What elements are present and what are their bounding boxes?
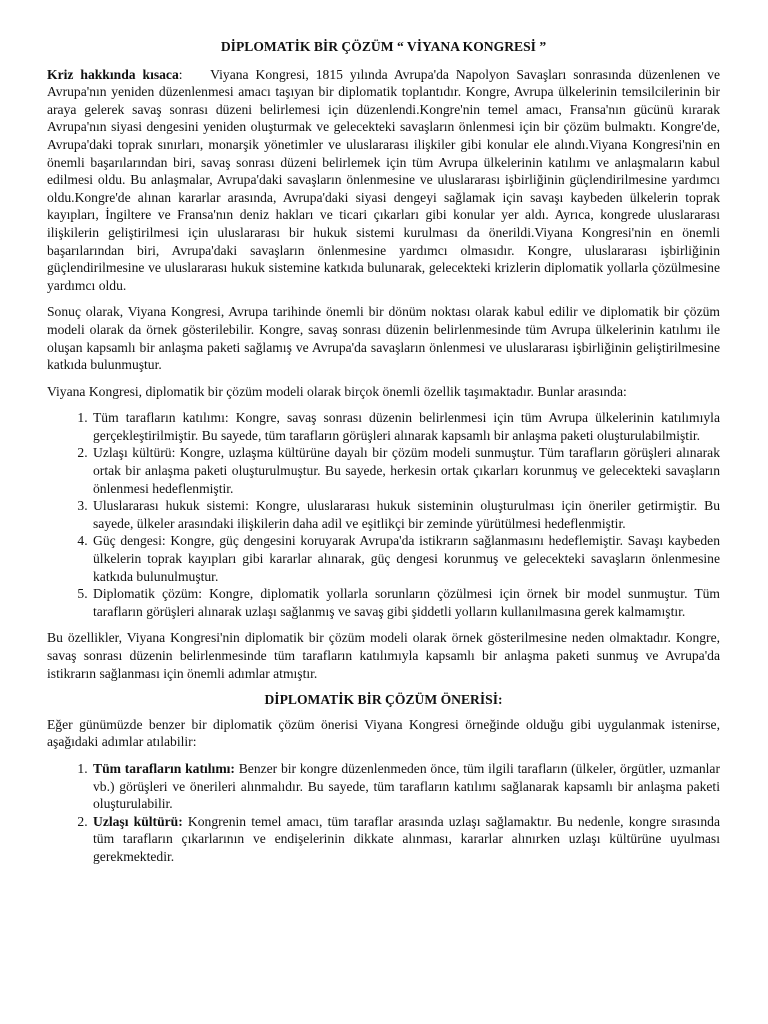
- proposal-step-lead: Tüm tarafların katılımı:: [93, 760, 235, 776]
- proposal-heading-suffix: :: [497, 692, 503, 708]
- intro-text: Viyana Kongresi, 1815 yılında Avrupa'da Napolyon Savaşları sonrasında düzenlenen ve Avrupa'nın yeniden düzenlenmesi amacı taşıyan bir diplomatik toplantıdır. Kongre, Avrupa ülkelerinin temsilcilerinin bir araya gelerek savaş sonrası düzeni belirlemesi için düzenlendi.Kongre'nin temel amacı, Fransa'nın gücünü kırarak Avrupa'nın siyasi dengesini yeniden oluşturmak ve gelecekteki savaşların önlenmesi için bir çözüm bulmaktı. Kongre'de, Avrupa'daki toprak sınırları, monarşik yönetimler ve uluslararası ilişkiler gibi konular ele alındı.Viyana Kongresi'nin en önemli başarılarından biri, savaş sonrası düzeni belirlemek için tüm Avrupa ülkelerinin katılımı ve anlaşmaların kabul edilmesi oldu. Bu anlaşmalar, Avrupa'daki savaşların önlenmesine ve uluslararası işbirliğinin güçlendirilmesine yardımcı oldu.Kongre'de alınan kararlar arasında, Avrupa'daki siyasi dengeyi sağlamak için savaşı kaybeden ülkelerin toprak kayıpları, İngiltere ve Fransa'nın deniz hakları ve ticari çıkarları gibi konular yer aldı. Ayrıca, kongrede uluslararası ilişkilerin geliştirilmesi için uluslararası bir hukuk sistemi kurulması da önerildi.Viyana Kongresi'nin en önemli başarılarından biri, Avrupa'daki savaşların önlenmesine yardımcı olmasıdır. Kongre, uluslararası işbirliğinin güçlendirilmesine ve uluslararası hukuk sistemine katkıda bulunarak, gelecekteki krizlerin diplomatik yollarla çözülmesine yardımcı oldu.: [47, 66, 721, 293]
- proposal-heading-text: DİPLOMATİK BİR ÇÖZÜM ÖNERİSİ: [264, 692, 498, 708]
- proposal-step-text: Kongrenin temel amacı, tüm taraflar arasında uzlaşı sağlamaktır. Bu nedenle, kongre sırasında tüm tarafların çıkarlarının ve endişelerinin dikkate alınması, kararlar alınırken uzlaşı kültürüne uyulması gerekmektedir.: [93, 813, 720, 864]
- intro-colon: :: [178, 66, 183, 82]
- list-item: 4. Güç dengesi: Kongre, güç dengesini koruyarak Avrupa'da istikrarın sağlanmasını hedeflemiştir. Savaşı kaybeden ülkelerin toprak kayıpları gibi kararlar alınarak, güç dengesi korunmuş ve gelecekteki savaşların önlenmesine katkıda bulunulmuştur.: [91, 532, 720, 585]
- features-list: [47, 409, 720, 620]
- intro-paragraph: [47, 66, 720, 295]
- document-title: DİPLOMATİK BİR ÇÖZÜM “ VİYANA KONGRESİ ”: [220, 39, 547, 54]
- proposal-step-lead: Uzlaşı kültürü:: [93, 813, 183, 829]
- intro-lead: Kriz hakkında kısaca: [47, 66, 179, 82]
- features-conclusion: Bu özellikler, Viyana Kongresi'nin diplomatik bir çözüm modeli olarak örnek gösterilmesine neden olmaktadır. Kongre, savaş sonrası düzenin belirlenmesinde tüm tarafların katılımıyla kapsamlı bir anlaşma paketi sunmuş ve Avrupa'da istikrarın sağlanması için önemli adımlar atmıştır.: [47, 630, 720, 681]
- list-item: 1. Tüm tarafların katılımı: Kongre, savaş sonrası düzenin belirlenmesi için tüm Avrupa ülkelerinin katılımıyla gerçekleştirilmiştir. Bu sayede, tüm tarafların görüşleri alınarak kapsamlı bir anlaşma paketi oluşturulabilmiştir.: [91, 409, 720, 444]
- list-item: [91, 760, 720, 813]
- proposal-heading: [47, 691, 720, 709]
- proposal-steps-list: [47, 760, 720, 866]
- list-item: 2. Uzlaşı kültürü: Kongre, uzlaşma kültürüne dayalı bir çözüm modeli sunmuştur. Tüm tarafların görüşleri alınarak ortak bir anlaşma paketi oluşturulmuştur. Bu sayede, herkesin ortak çıkarları korunmuş ve gelecekteki savaşların önlenmesi hedeflenmiştir.: [91, 444, 720, 497]
- proposal-intro: Eğer günümüzde benzer bir diplomatik çözüm önerisi Viyana Kongresi örneğinde olduğu gibi uygulanmak istenirse, aşağıdaki adımlar atılabilir:: [47, 716, 720, 750]
- list-item: 3. Uluslararası hukuk sistemi: Kongre, uluslararası hukuk sisteminin oluşturulması için öneriler getirmiştir. Bu sayede, ülkeler arasındaki ilişkilerin daha adil ve eşitlikçi bir zeminde yürütülmesi hedeflenmiştir.: [91, 497, 720, 532]
- proposal-step-text: Benzer bir kongre düzenlenmeden önce, tüm ilgili tarafların (ülkeler, örgütler, uzmanlar vb.) görüşleri ve önerileri alınmalıdır. Bu sayede, tüm tarafların katılımı sağlanarak kapsamlı bir anlaşma paketi oluşturulabilir.: [93, 760, 720, 812]
- features-intro: Viyana Kongresi, diplomatik bir çözüm modeli olarak birçok önemli özellik taşımaktadır. Bunlar arasında:: [47, 383, 627, 399]
- conclusion-paragraph: Sonuç olarak, Viyana Kongresi, Avrupa tarihinde önemli bir dönüm noktası olarak kabul edilir ve diplomatik bir çözüm modeli olarak da örnek gösterilebilir. Kongre, savaş sonrası düzenin belirlenmesinde tüm Avrupa ülkelerinin katılımı ile oluşan kapsamlı bir anlaşma paketi sağlamış ve Avrupa'da savaşların önlenmesi ve uluslararası işbirliğinin geliştirilmesine katkıda bulunmuştur.: [47, 304, 720, 373]
- list-item: 5. Diplomatik çözüm: Kongre, diplomatik yollarla sorunların çözülmesi için örnek bir model sunmuştur. Tüm tarafların görüşleri alınarak uzlaşı sağlanmış ve savaş gibi şiddetli yolların kullanılmasına gerek kalmamıştır.: [91, 585, 720, 620]
- list-item: [91, 813, 720, 866]
